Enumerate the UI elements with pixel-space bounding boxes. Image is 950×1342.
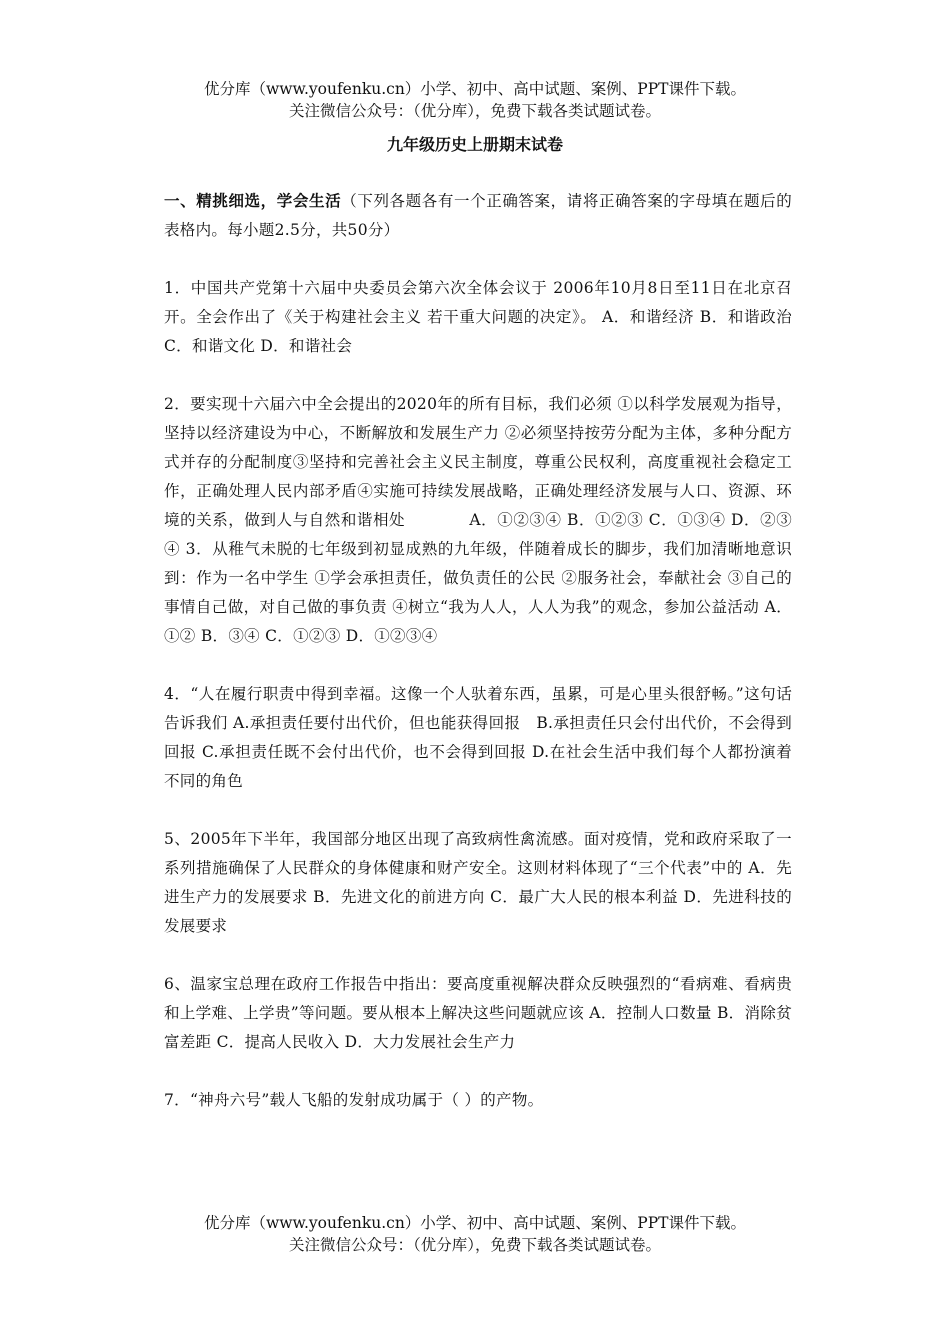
question-6: 6、温家宝总理在政府工作报告中指出：要高度重视解决群众反映强烈的“看病难、看病贵和上学难、上学贵”等问题。要从根本上解决这些问题就应该 A．控制人口数量 B．消除贫富差距 C．提高人民收入 D．大力发展社会生产力 <box>164 975 792 1051</box>
footer-line-1: 优分库（www.youfenku.cn）小学、初中、高中试题、案例、PPT课件下载。 <box>203 1214 747 1232</box>
question-4: 4．“人在履行职责中得到幸福。这像一个人驮着东西，虽累，可是心里头很舒畅。”这句话告诉我们 A.承担责任要付出代价，但也能获得回报 B.承担责任只会付出代价，不会得到回报 C.承担责任既不会付出代价，也不会得到回报 D.在社会生活中我们每个人都扮演着不同的角色 <box>164 685 792 790</box>
document-body <box>164 186 792 1115</box>
question-5: 5、2005年下半年，我国部分地区出现了高致病性禽流感。面对疫情，党和政府采取了一系列措施确保了人民群众的身体健康和财产安全。这则材料体现了“三个代表”中的 A．先进生产力的发展要求 B．先进文化的前进方向 C．最广大人民的根本利益 D．先进科技的发展要求 <box>164 830 792 935</box>
question-1: 1．中国共产党第十六届中央委员会第六次全体会议于 2006年10月8日至11日在北京召开。全会作出了《关于构建社会主义 若干重大问题的决定》。 A．和谐经济 B．和谐政治 C．和谐文化 D．和谐社会 <box>164 279 792 355</box>
section-intro <box>164 186 792 245</box>
question-2-3: 2．要实现十六届六中全会提出的2020年的所有目标，我们必须 ①以科学发展观为指导，坚持以经济建设为中心，不断解放和发展生产力 ②必须坚持按劳分配为主体，多种分配方式并存的分配制度③坚持和完善社会主义民主制度，尊重公民权利，高度重视社会稳定工作，正确处理人民内部矛盾④实施可持续发展战略，正确处理经济发展与人口、资源、环境的关系，做到人与自然和谐相处 A．①②③④ B．①②③ C．①③④ D．②③④ 3．从稚气未脱的七年级到初显成熟的九年级，伴随着成长的脚步，我们加清晰地意识到：作为一名中学生 ①学会承担责任，做负责任的公民 ②服务社会，奉献社会 ③自己的事情自己做，对自己做的事负责 ④树立“我为人人，人人为我”的观念，参加公益活动 A．①② B．③④ C．①②③ D．①②③④ <box>164 395 792 645</box>
section-instruction: （下列各题各有一个正确答案，请将正确答案的字母填在题后的表格内。每小题2.5分，共50分） <box>164 192 792 239</box>
header-line-2: 关注微信公众号：（优分库），免费下载各类试题试卷。 <box>288 102 661 120</box>
question-7: 7．“神舟六号”载人飞船的发射成功属于（ ）的产物。 <box>164 1091 544 1109</box>
document-title: 九年级历史上册期末试卷 <box>386 135 563 154</box>
page-header <box>0 78 950 122</box>
page-footer <box>0 1212 950 1256</box>
section-heading: 一、精挑细选，学会生活 <box>164 191 342 210</box>
header-line-1: 优分库（www.youfenku.cn）小学、初中、高中试题、案例、PPT课件下载。 <box>203 80 747 98</box>
footer-line-2: 关注微信公众号：（优分库），免费下载各类试题试卷。 <box>288 1236 661 1254</box>
